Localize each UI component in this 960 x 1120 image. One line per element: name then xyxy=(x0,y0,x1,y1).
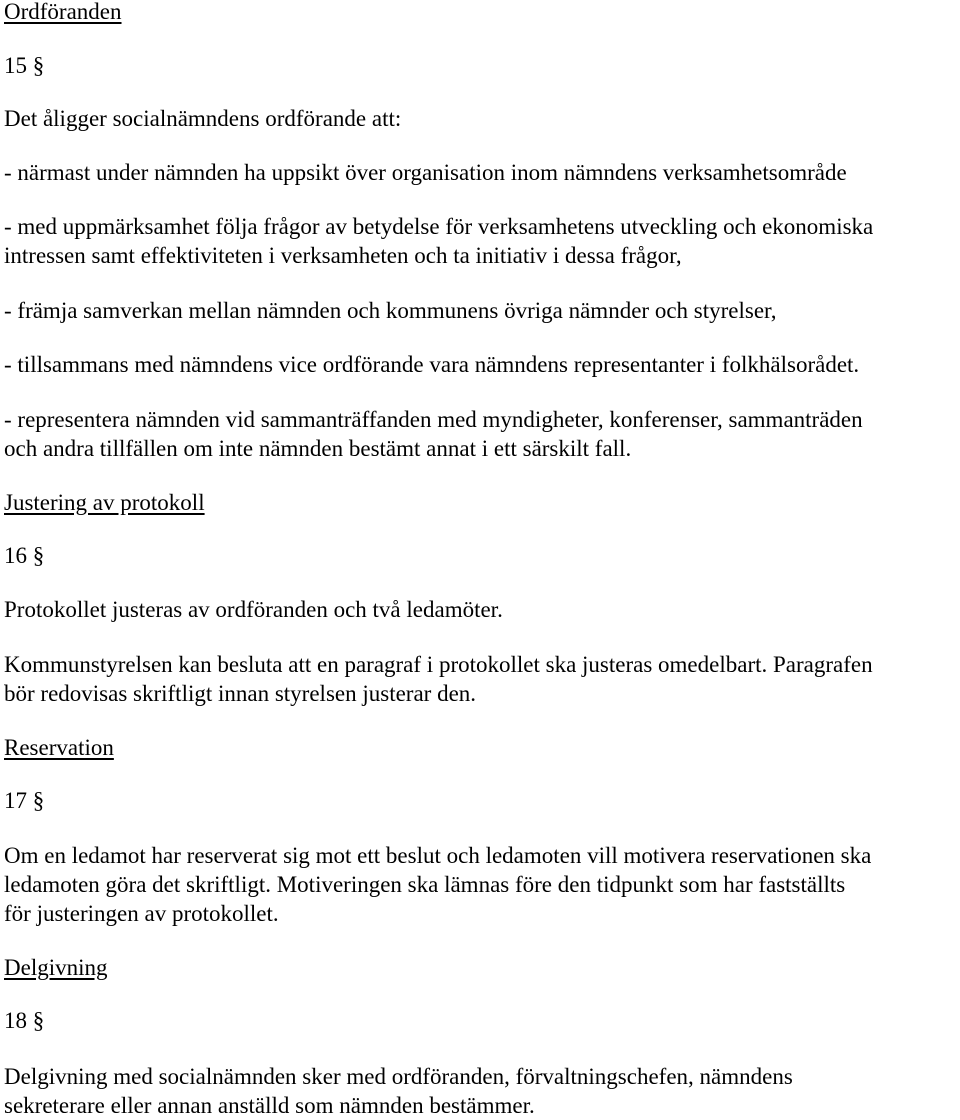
paragraph-number-17: 17 § xyxy=(4,788,45,813)
section-heading-justering: Justering av protokoll xyxy=(4,490,205,515)
section-heading-delgivning: Delgivning xyxy=(4,955,108,980)
delgivning-text-line-2: sekreterare eller annan anställd som nämnden bestämmer. xyxy=(4,1093,535,1118)
paragraph-number-15: 15 § xyxy=(4,53,45,78)
duty-item-2-line-2: intressen samt effektiviteten i verksamheten och ta initiativ i dessa frågor, xyxy=(4,243,682,268)
justering-text-2-line-1: Kommunstyrelsen kan besluta att en paragraf i protokollet ska justeras omedelbart. Paragrafen xyxy=(4,652,873,677)
duty-item-5-line-1: - representera nämnden vid sammanträffanden med myndigheter, konferenser, sammanträden xyxy=(4,407,863,432)
duty-item-3: - främja samverkan mellan nämnden och kommunens övriga nämnder och styrelser, xyxy=(4,298,777,323)
reservation-text-line-2: ledamoten göra det skriftligt. Motiveringen ska lämnas före den tidpunkt som har fastställts xyxy=(4,872,846,897)
duty-item-2-line-1: - med uppmärksamhet följa frågor av betydelse för verksamhetens utveckling och ekonomiska xyxy=(4,214,874,239)
duty-item-4: - tillsammans med nämndens vice ordförande vara nämndens representanter i folkhälsorådet. xyxy=(4,352,860,377)
delgivning-text-line-1: Delgivning med socialnämnden sker med ordföranden, förvaltningschefen, nämndens xyxy=(4,1064,793,1089)
duty-item-5-line-2: och andra tillfällen om inte nämnden bestämt annat i ett särskilt fall. xyxy=(4,436,632,461)
duty-item-1: - närmast under nämnden ha uppsikt över organisation inom nämndens verksamhetsområde xyxy=(4,160,847,185)
paragraph-number-18: 18 § xyxy=(4,1008,45,1033)
reservation-text-line-1: Om en ledamot har reserverat sig mot ett beslut och ledamoten vill motivera reservationen ska xyxy=(4,843,872,868)
paragraph-number-16: 16 § xyxy=(4,543,45,568)
justering-text-1: Protokollet justeras av ordföranden och två ledamöter. xyxy=(4,597,503,622)
section-heading-reservation: Reservation xyxy=(4,735,114,760)
reservation-text-line-3: för justeringen av protokollet. xyxy=(4,901,279,926)
intro-text: Det åligger socialnämndens ordförande att: xyxy=(4,106,402,131)
justering-text-2-line-2: bör redovisas skriftligt innan styrelsen justerar den. xyxy=(4,681,477,706)
section-heading-ordforanden: Ordföranden xyxy=(4,0,122,24)
